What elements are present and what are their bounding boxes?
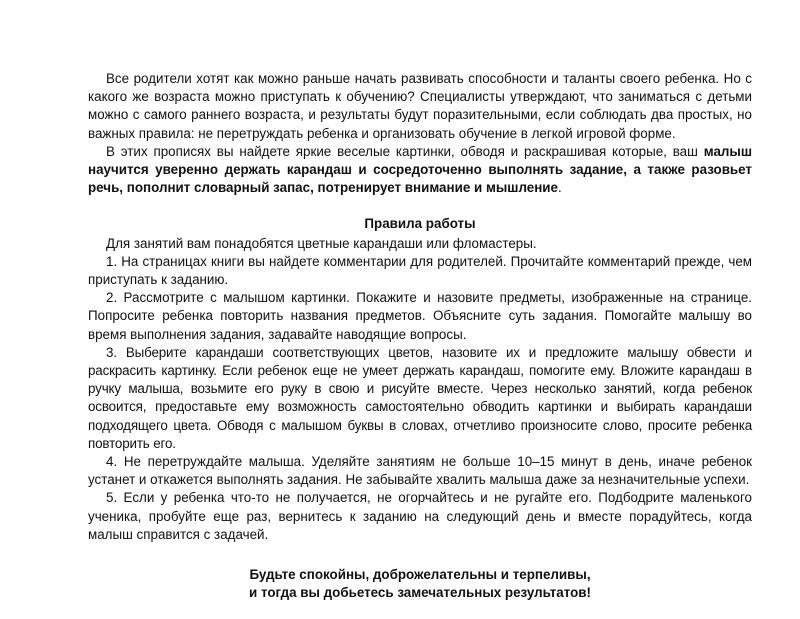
rule-item-3: 3. Выберите карандаши соответствующих цветов, назовите их и предложите малышу обвести и раскрасить картинку. Если ребенок еще не умеет держать карандаш, помогите ему. Вложите карандаш в ручку малыша, возьмите его руку в свою и рисуйте вместе. Через несколько занятий, когда ребенок освоится, предоставьте ему возможность самостоятельно обводить картинки и выбирать карандаши подходящего цвета. Обводя с малышом буквы в словах, отчетливо произносите слово, просите ребенка повторить его. xyxy=(88,344,752,451)
intro-paragraph-2-bold: малыш научится уверенно держать карандаш и сосредоточенно выполнять задание, а также разовьет речь, пополнит словарный запас, потренирует внимание и мышление xyxy=(88,143,752,196)
rules-lead: Для занятий вам понадобятся цветные карандаши или фломастеры. xyxy=(106,235,537,251)
rule-item-5: 5. Если у ребенка что-то не получается, не огорчайтесь и не ругайте его. Подбодрите маленького ученика, пробуйте еще раз, вернитесь к заданию на следующий день и вместе порадуйтесь, когда малыш справится с задачей. xyxy=(88,490,752,542)
intro-paragraph-2 xyxy=(88,143,752,198)
rule-item-1: 1. На страницах книги вы найдете комментарии для родителей. Прочитайте комментарий прежде, чем приступать к заданию. xyxy=(88,253,752,288)
closing-line-2: и тогда вы добьетесь замечательных результатов! xyxy=(249,585,591,601)
rule-item-4: 4. Не перетруждайте малыша. Уделяйте занятиям не больше 10–15 минут в день, иначе ребенок устанет и откажется выполнять задания. Не забывайте хвалить малыша даже за незначительные успехи. xyxy=(88,454,752,488)
intro-paragraph-2-end: . xyxy=(558,180,562,196)
intro-paragraph-1: Все родители хотят как можно раньше начать развивать способности и таланты своего ребенка. Но с какого же возраста можно приступать к обучению? Специалисты утверждают, что заниматься с детьми можно с самого раннего возраста, и результаты будут поразительными, если соблюдать два простых, но важных правила: не перетруждать ребенка и организовать обучение в легкой игровой форме. xyxy=(88,71,752,141)
intro-paragraph-2-start: В этих прописях вы найдете яркие веселые картинки, обводя и раскрашивая которые, ваш xyxy=(106,143,704,159)
closing-message xyxy=(88,566,752,602)
rules-heading: Правила работы xyxy=(364,216,476,232)
rule-item-2: 2. Рассмотрите с малышом картинки. Покажите и назовите предметы, изображенные на странице. Попросите ребенка повторить названия предметов. Объясните суть задания. Помогайте малышу во время выполнения задания, задавайте наводящие вопросы. xyxy=(88,290,752,342)
closing-line-1: Будьте спокойны, доброжелательны и терпеливы, xyxy=(249,567,591,583)
document-page xyxy=(88,70,752,602)
